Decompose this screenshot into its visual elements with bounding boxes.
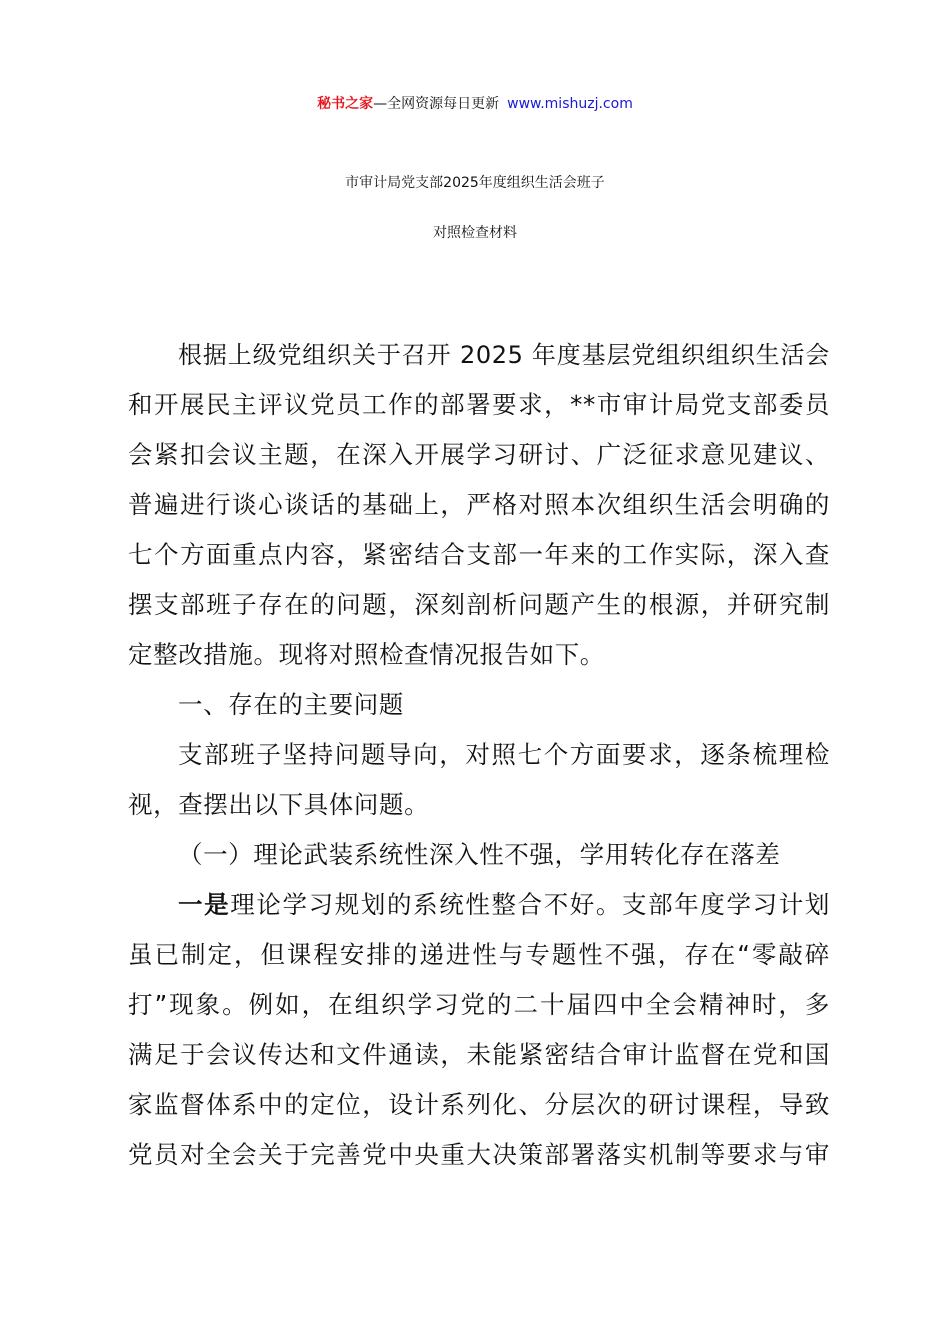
text-line: 家监督体系中的定位，设计系列化、分层次的研讨课程，导致 — [128, 1090, 830, 1119]
text-line — [128, 880, 830, 930]
text-line: 和开展民主评议党员工作的部署要求，**市审计局党支部委员 — [128, 390, 830, 419]
title-line-1: 市审计局党支部2025年度组织生活会班子 — [345, 175, 605, 191]
paragraph-overview — [128, 730, 830, 830]
text-line: 会紧扣会议主题，在深入开展学习研讨、广泛征求意见建议、 — [128, 440, 830, 469]
document-body — [128, 330, 830, 1180]
text-line: 七个方面重点内容，紧密结合支部一年来的工作实际，深入查 — [128, 540, 830, 569]
banner-slogan: —全网资源每日更新 — [373, 96, 500, 112]
brand-name: 秘书之家 — [317, 96, 374, 112]
text-line: 党员对全会关于完善党中央重大决策部署落实机制等要求与审 — [128, 1140, 830, 1169]
text-line: 定整改措施。现将对照检查情况报告如下。 — [128, 640, 605, 669]
text-line: 虽已制定，但课程安排的递进性与专题性不强，存在“零敲碎 — [128, 940, 830, 969]
point-lead: 一是 — [178, 890, 231, 919]
text-line: 根据上级党组织关于召开 2025 年度基层党组织组织生活会 — [178, 341, 830, 369]
subsection-heading: （一）理论武装系统性深入性不强，学用转化存在落差 — [178, 840, 781, 869]
text-line: 满足于会议传达和文件通读，未能紧密结合审计监督在党和国 — [128, 1040, 830, 1069]
site-banner — [0, 86, 950, 122]
site-url-link[interactable]: www.mishuzj.com — [507, 96, 633, 112]
text-line: 视，查摆出以下具体问题。 — [128, 790, 430, 819]
text-line: 普遍进行谈心谈话的基础上，严格对照本次组织生活会明确的 — [128, 490, 830, 519]
title-line-2: 对照检查材料 — [433, 225, 517, 241]
text-line: 打”现象。例如，在组织学习党的二十届四中全会精神时，多 — [128, 990, 830, 1019]
point-text: 理论学习规划的系统性整合不好。支部年度学习计划 — [230, 890, 830, 919]
text-line: 摆支部班子存在的问题，深刻剖析问题产生的根源，并研究制 — [128, 590, 830, 619]
section-heading: 一、存在的主要问题 — [178, 690, 404, 719]
document-title — [0, 158, 950, 258]
paragraph-intro — [128, 330, 830, 680]
text-line: 支部班子坚持问题导向，对照七个方面要求，逐条梳理检 — [178, 740, 830, 769]
paragraph-point-one — [128, 880, 830, 1180]
